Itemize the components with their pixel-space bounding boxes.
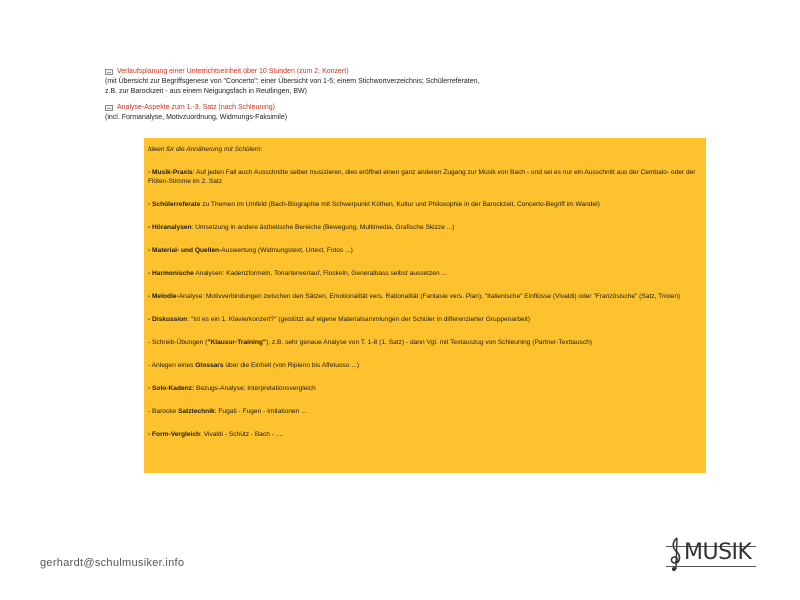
verlaufsplanung-link[interactable]: Verlaufsplanung einer Unterrichtseinheit über 10 Stunden (zum 2. Konzert) — [117, 68, 349, 75]
idea-keyword: - Melodie- — [148, 293, 179, 300]
idea-item — [148, 223, 702, 232]
idea-text: : Umsetzung in andere ästhetische Bereiche (Bewegung, Multimedia, Grafische Skizze ...) — [191, 224, 455, 231]
link-row[interactable] — [105, 103, 665, 113]
idea-text: : Fugati - Fugen - Imitationen ... — [214, 408, 307, 415]
idea-keyword: - Harmonische — [148, 270, 194, 277]
idea-text: Auswertung (Widmungstext, Urtext, Fotos ...) — [221, 247, 353, 254]
idea-item — [148, 246, 702, 255]
ideas-list — [148, 168, 702, 439]
idea-item — [148, 168, 702, 186]
idea-item — [148, 430, 702, 439]
idea-keyword: - Form-Vergleich — [148, 431, 201, 438]
idea-keyword: - Material- und Quellen- — [148, 247, 222, 254]
musik-logo — [666, 536, 756, 572]
idea-item — [148, 384, 702, 393]
idea-item — [148, 338, 702, 347]
logo-text: MUSIK — [684, 540, 752, 565]
idea-keyword: - Schülerreferate — [148, 201, 201, 208]
idea-text: über die Einheit (von Ripieno bis Affetuoso ...) — [223, 362, 360, 369]
idea-keyword: Satztechnik — [178, 408, 215, 415]
idea-item — [148, 292, 702, 301]
document-icon[interactable] — [105, 105, 113, 111]
idea-prefix: - Schreib-Übungen ( — [148, 339, 208, 346]
idea-text: : Vivaldi - Schütz - Bach - .... — [200, 431, 284, 438]
document-icon[interactable] — [105, 69, 113, 75]
idea-text: Analysen: Kadenzformeln, Tonartenverlauf, Floskeln, Generalbass selbst aussetzen ... — [193, 270, 447, 277]
link-description: z.B. zur Barockzeit - aus einem Neigungsfach in Reutlingen, BW) — [105, 88, 307, 95]
idea-text: : Auf jeden Fall auch Ausschnitte selber musizieren, dies eröffnet einen ganz anderen Zugang zur Musik von Bach - und sei es nur ein Ausschnitt aus der Cembalo- oder der Flöten-Stimme im 2. Satz — [148, 169, 696, 185]
idea-item — [148, 407, 702, 416]
idea-prefix: - Anlegen eines — [148, 362, 196, 369]
link-description: (mit Übersicht zur Begriffsgenese von "Concerto"; einer Übersicht von 1-5; einem Stichwortverzeichnis; Schülerreferaten, — [105, 78, 480, 85]
analyse-link[interactable]: Analyse-Aspekte zum 1.-3. Satz (nach Schleuning) — [117, 104, 275, 111]
idea-item — [148, 200, 702, 209]
ideas-intro: Ideen für die Annäherung mit Schülern: — [148, 146, 263, 153]
idea-keyword: - Höranalysen — [148, 224, 192, 231]
idea-text: : "Ist es ein 1. Klavierkonzert?" (gestützt auf eigene Materialsammlungen der Schüler in differenzierter Gruppenarbeit) — [187, 316, 531, 323]
staff-line — [666, 566, 756, 567]
idea-item — [148, 315, 702, 324]
ideas-box — [144, 138, 706, 473]
idea-text: zu Themen im Umfeld (Bach-Biographie mit Schwerpunkt Köthen, Kultur und Philosophie in der Barockzeit, Concerto-Begriff im Wandel) — [200, 201, 600, 208]
idea-item — [148, 269, 702, 278]
idea-keyword: - Diskussion — [148, 316, 188, 323]
idea-keyword: "Klausur-Training" — [207, 339, 267, 346]
idea-keyword: - Musik-Praxis — [148, 169, 193, 176]
idea-keyword: Glossars — [195, 362, 224, 369]
idea-keyword: - Solo-Kadenz: — [148, 385, 195, 392]
link-row[interactable] — [105, 67, 665, 77]
link-description: (incl. Formanalyse, Motivzuordnung, Widmungs-Faksimile) — [105, 114, 288, 121]
links-section — [105, 67, 665, 129]
idea-prefix: - Barocke — [148, 408, 179, 415]
idea-item — [148, 361, 702, 370]
link-block-verlaufsplanung — [105, 67, 665, 97]
link-block-analyse — [105, 103, 665, 123]
footer-email: gerhardt@schulmusiker.info — [40, 557, 185, 569]
idea-text: Bezugs-Analyse; Interpretationsvergleich — [194, 385, 316, 392]
idea-text: ), z.B. sehr genaue Analyse von T. 1-8 (1. Satz) - dann Vgl. mit Textauszug von Schleuning (Partner-Texttausch) — [266, 339, 592, 346]
idea-text: Analyse: Motivverbindungen zwischen den Sätzen, Emotionalität vers. Rationalität (Fantasie vers. Plan), "Italienische" Einflüsse (Vivaldi) oder "Französische" (Satz, Triolen) — [178, 293, 681, 300]
